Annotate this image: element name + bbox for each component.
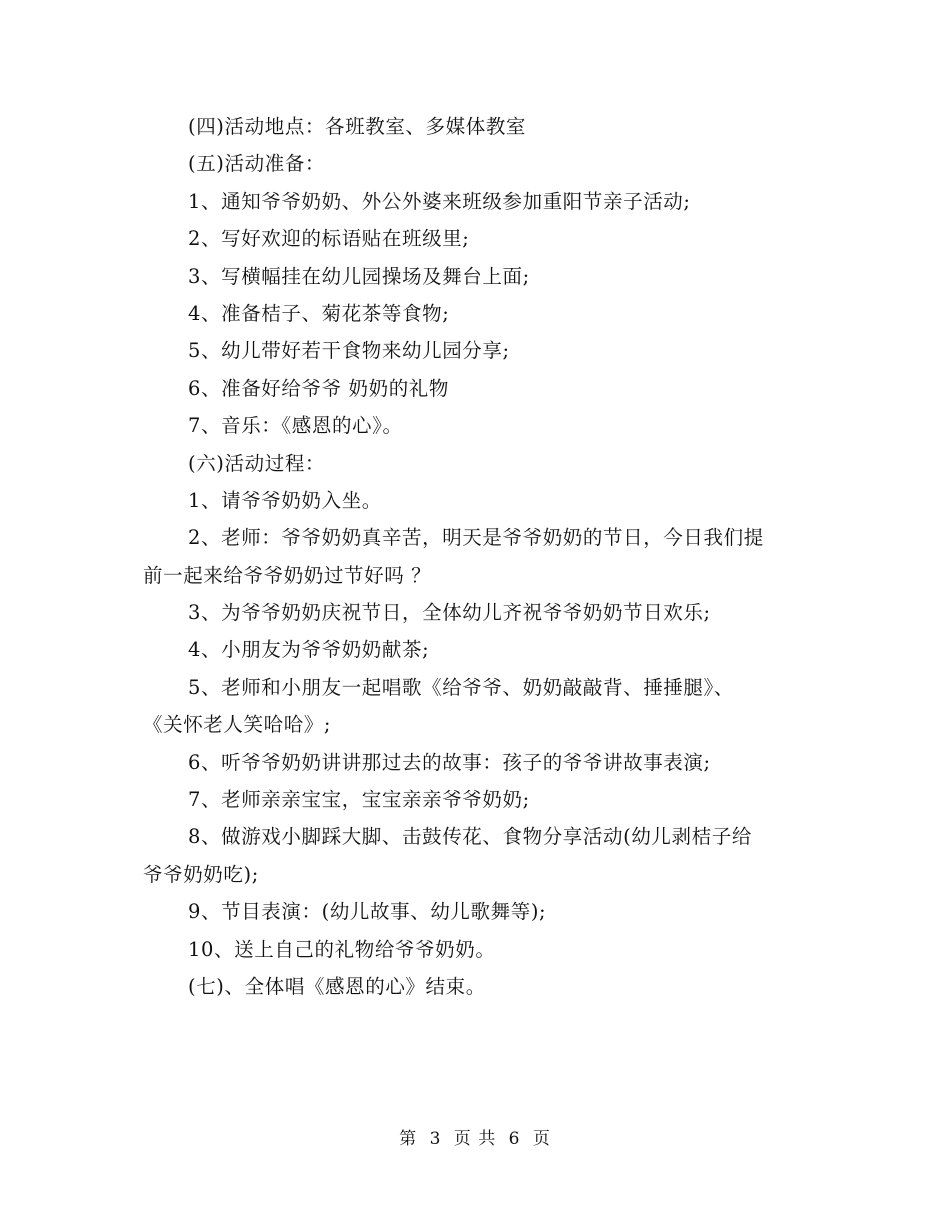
text-line: (四)活动地点：各班教室、多媒体教室 <box>188 115 527 138</box>
text-line: 7、老师亲亲宝宝，宝宝亲亲爷爷奶奶; <box>188 788 530 812</box>
text-line: 2、写好欢迎的标语贴在班级里; <box>188 227 470 251</box>
text-line: 爷爷奶奶吃); <box>143 862 259 886</box>
text-line: 7、音乐：《感恩的心》。 <box>188 414 403 438</box>
text-line: 4、准备桔子、菊花茶等食物; <box>188 301 450 325</box>
text-line: 6、听爷爷奶奶讲讲那过去的故事：孩子的爷爷讲故事表演; <box>188 750 711 774</box>
document-body <box>143 108 823 1005</box>
footer-middle: 页 共 <box>453 1129 497 1149</box>
text-line: 1、通知爷爷奶奶、外公外婆来班级参加重阳节亲子活动; <box>188 189 691 213</box>
text-line: 1、请爷爷奶奶入坐。 <box>188 488 382 512</box>
text-line: 10、送上自己的礼物给爷爷奶奶。 <box>188 937 496 961</box>
text-line: 5、老师和小朋友一起唱歌《给爷爷、奶奶敲敲背、捶捶腿》、 <box>188 675 734 699</box>
footer-prefix: 第 <box>399 1129 418 1149</box>
text-line: 2、老师：爷爷奶奶真辛苦，明天是爷爷奶奶的节日，今日我们提 <box>188 526 764 550</box>
text-line: (五)活动准备： <box>188 152 326 176</box>
current-page-number: 3 <box>429 1129 442 1149</box>
total-page-count: 6 <box>508 1129 521 1149</box>
text-line: 6、准备好给爷爷 奶奶的礼物 <box>188 376 450 400</box>
page-footer <box>0 1124 950 1149</box>
text-line: 5、幼儿带好若干食物来幼儿园分享; <box>188 339 510 363</box>
text-line: (七)、全体唱《感恩的心》结束。 <box>188 974 486 998</box>
text-line: 4、小朋友为爷爷奶奶献茶; <box>188 638 430 662</box>
text-line: 3、写横幅挂在幼儿园操场及舞台上面; <box>188 264 530 288</box>
footer-suffix: 页 <box>532 1129 551 1149</box>
text-line: 9、节目表演：(幼儿故事、幼儿歌舞等); <box>188 900 547 924</box>
text-line: (六)活动过程： <box>188 451 326 475</box>
text-line: 8、做游戏小脚踩大脚、击鼓传花、食物分享活动(幼儿剥桔子给 <box>188 825 752 849</box>
text-line: 前一起来给爷爷奶奶过节好吗 ？ <box>143 563 432 587</box>
text-line: 《关怀老人笑哈哈》; <box>143 713 332 737</box>
text-line: 3、为爷爷奶奶庆祝节日，全体幼儿齐祝爷爷奶奶节日欢乐; <box>188 601 711 625</box>
